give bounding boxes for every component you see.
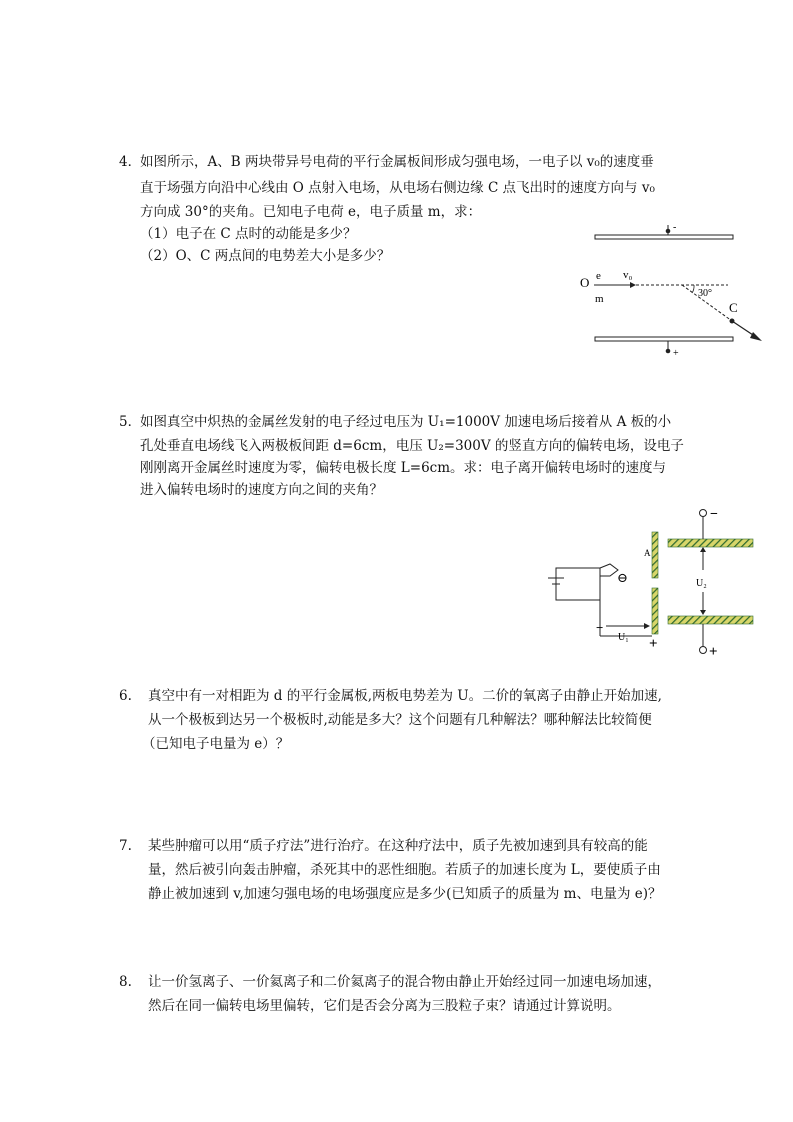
plate-a-lower — [652, 588, 658, 634]
q5-number: 5． — [119, 414, 142, 430]
q5-line-3: 刚刚离开金属丝时速度为零，偏转电极长度 L=6cm。求：电子离开偏转电场时的速度与 — [140, 460, 667, 476]
u2-minus: − — [710, 507, 718, 522]
q4-figure — [570, 215, 770, 365]
q6-line-1: 真空中有一对相距为 d 的平行金属板,两板电势差为 U。二价的氧离子由静止开始加速, — [148, 688, 662, 704]
q5-line-1: 如图真空中炽热的金属丝发射的电子经过电压为 U₁=1000V 加速电场后接着从 A 板的小 — [140, 414, 672, 430]
u1-minus: − — [596, 620, 604, 635]
electron-symbol: ⊖ — [617, 570, 628, 585]
q7-number: 7. — [119, 838, 132, 854]
deflect-bottom-terminal — [700, 624, 707, 654]
u1-label: U₁ — [618, 632, 629, 643]
deflect-bottom-plate — [668, 616, 753, 624]
deflect-top-terminal — [700, 510, 707, 540]
plate-a-label: A — [644, 548, 651, 558]
angle-arc — [692, 285, 694, 293]
q8-line-2: 然后在同一偏转电场里偏转，它们是否会分离为三股粒子束？请通过计算说明。 — [148, 998, 621, 1014]
q7-line-2: 量，然后被引向轰击肿瘤，杀死其中的恶性细胞。若质子的加速长度为 L，要使质子由 — [148, 862, 661, 878]
q6-number: 6. — [119, 688, 132, 704]
bottom-plate — [595, 337, 733, 353]
u1-arrow — [606, 623, 650, 629]
q5-figure — [540, 500, 765, 665]
top-plate — [595, 225, 733, 239]
q7-line-1: 某些肿瘤可以用“质子疗法”进行治疗。在这种疗法中，质子先被加速到具有较高的能 — [148, 838, 648, 854]
q6-line-2: 从一个极板到达另一个极板时,动能是多大？这个问题有几种解法？哪种解法比较简便 — [148, 712, 652, 728]
deflect-top-plate — [668, 539, 753, 547]
point-o-label: O — [580, 275, 590, 290]
u1-plus: + — [649, 636, 658, 652]
q4-line-3: 方向成 30°的夹角。已知电子电荷 e，电子质量 m，求： — [140, 204, 482, 220]
q4-number: 4． — [119, 154, 142, 170]
exit-velocity-arrow — [732, 321, 762, 341]
angle-label: 30° — [698, 288, 712, 299]
q4-line-5: （2）O、C 两点间的电势差大小是多少？ — [140, 248, 391, 264]
q4-line-1: 如图所示，A、B 两块带异号电荷的平行金属板间形成匀强电场，一电子以 v₀的速度垂 — [140, 154, 654, 170]
bottom-plate-sign: + — [673, 348, 679, 359]
q8-number: 8. — [119, 974, 132, 990]
point-c-label: C — [729, 300, 738, 315]
q5-line-2: 孔处垂直电场线飞入两极板间距 d=6cm，电压 U₂=300V 的竖直方向的偏转电场，设电子 — [140, 438, 684, 454]
plate-a-upper — [652, 532, 658, 578]
q7-line-3: 静止被加速到 v,加速匀强电场的电场强度应是多少(已知质子的质量为 m、电量为 e)？ — [148, 886, 662, 902]
q4-line-2: 直于场强方向沿中心线由 O 点射入电场，从电场右侧边缘 C 点飞出时的速度方向与 v₀ — [140, 180, 655, 196]
electron-m-label: m — [595, 293, 604, 305]
electron-e-label: e — [596, 270, 601, 282]
velocity-arrow — [594, 282, 636, 288]
u2-label: U₂ — [696, 578, 707, 589]
top-plate-sign: - — [673, 222, 677, 233]
q4-line-4: （1）电子在 C 点时的动能是多少？ — [140, 226, 357, 242]
q8-line-1: 让一价氢离子、一价氦离子和二价氦离子的混合物由静止开始经过同一加速电场加速， — [148, 974, 661, 990]
velocity-label: v₀ — [623, 269, 633, 281]
u2-plus: + — [709, 644, 718, 660]
q5-line-4: 进入偏转电场时的速度方向之间的夹角？ — [140, 482, 383, 498]
q6-line-3: （已知电子电量为 e）？ — [142, 736, 290, 752]
